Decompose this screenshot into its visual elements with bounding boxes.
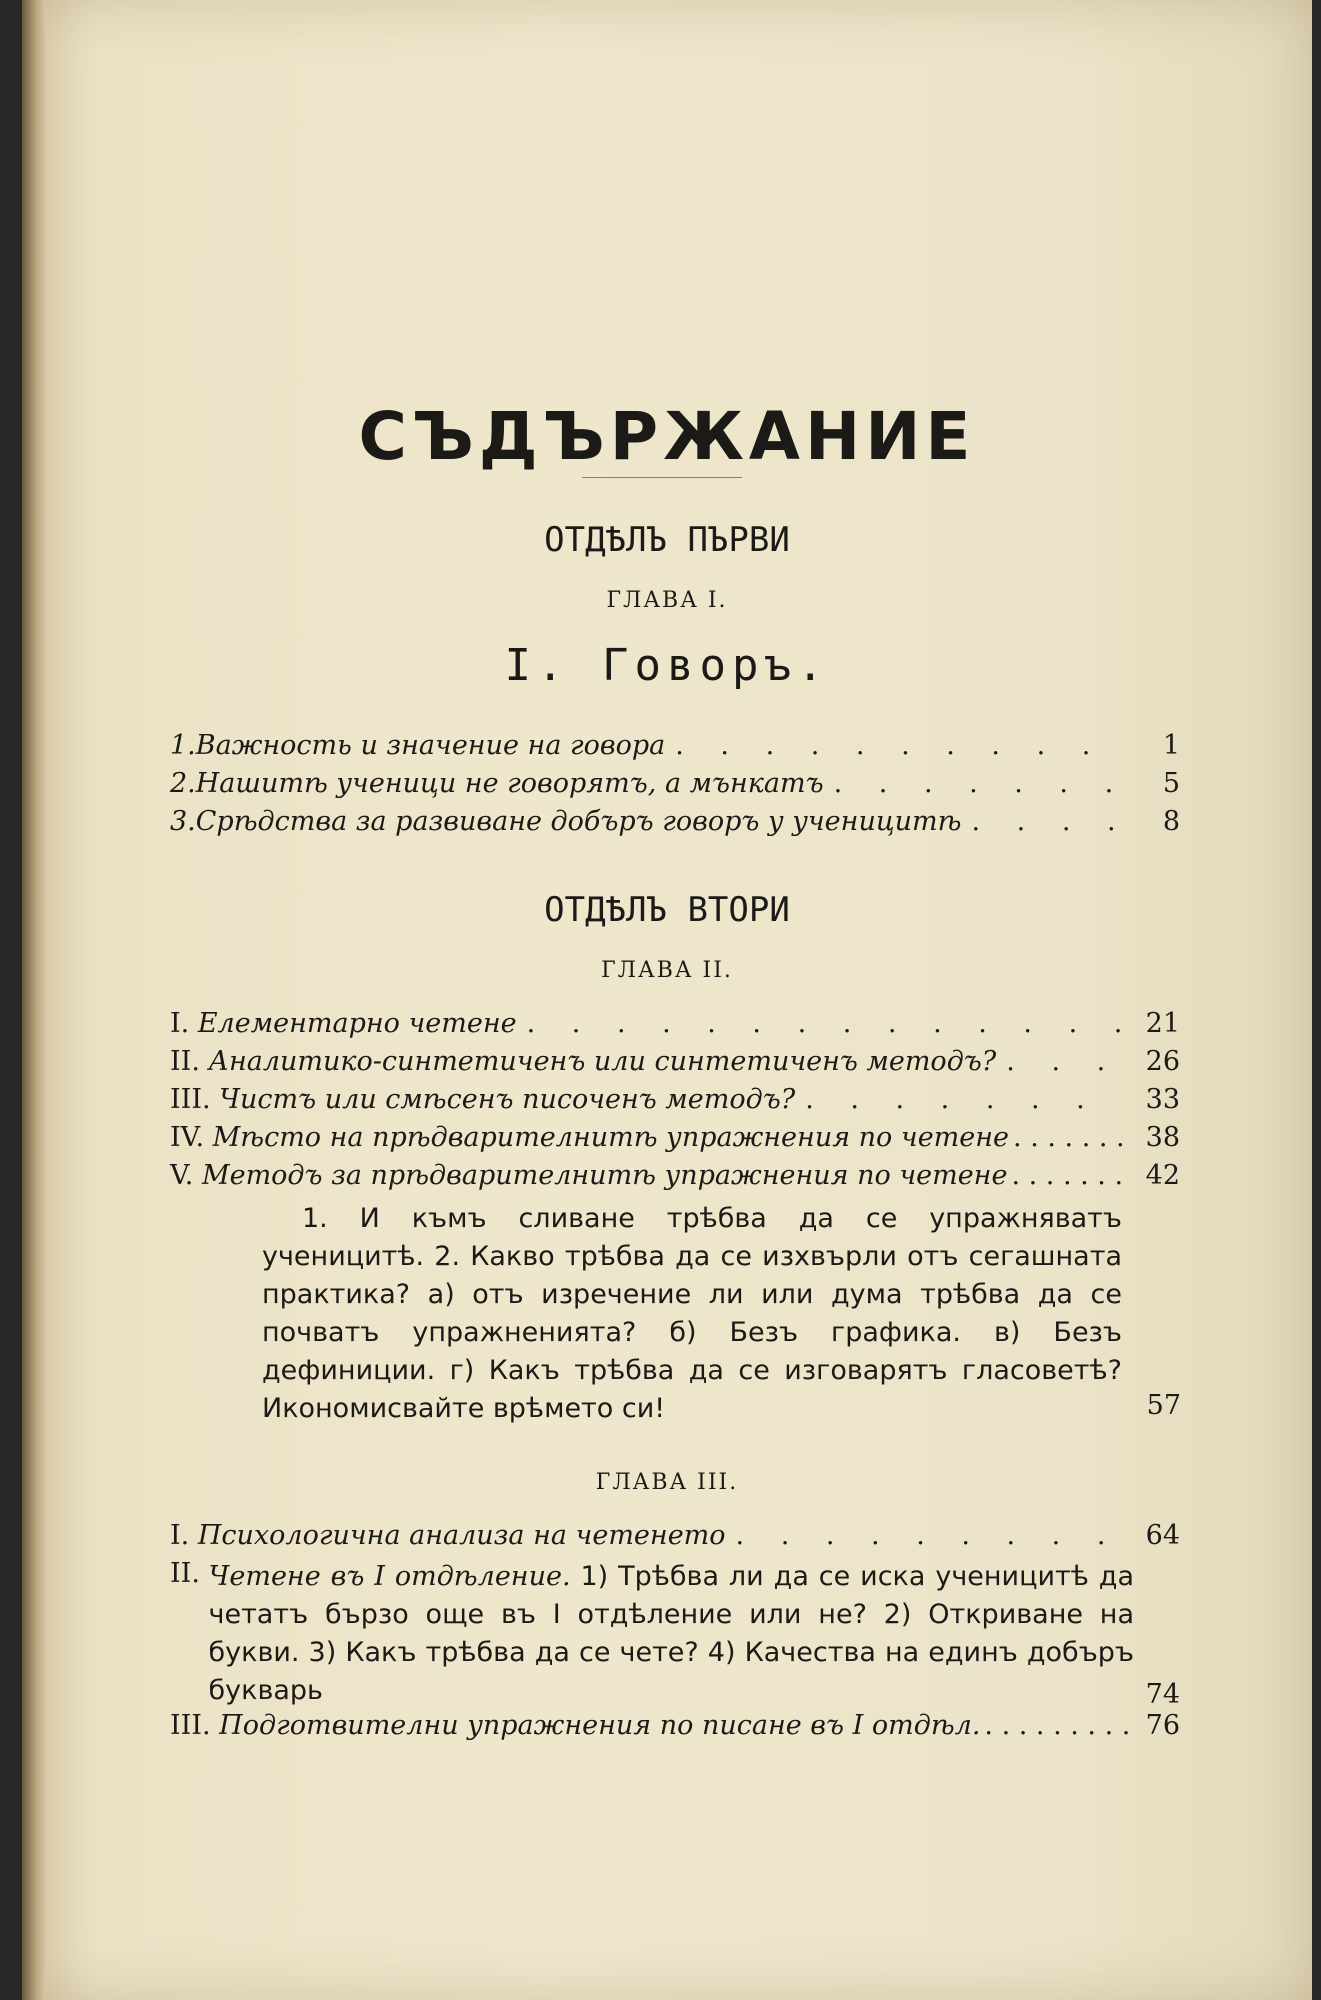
toc-page-number: 57 [1146,1390,1181,1421]
page-spine [22,0,46,2000]
toc-entry: 3. Срѣдства за развиване добъръ говоръ у ученицитѣ . . . 8 [170,806,1180,844]
toc-entry: II. Четене въ I отдѣление. 1) Трѣбва ли да се иска ученицитѣ да четатъ бързо още въ I отдѣление или не? 2) Откриване на букви. 3) Какъ трѣбва да се чете? 4) Качества на единъ добъръ букварь 74 [170,1558,1180,1710]
toc-entry: III. Подготвителни упражнения по писане въ I отдѣл. . . . 76 [170,1710,1180,1748]
toc-entry: 2. Нашитѣ ученици не говорятъ, а мънкатъ . . . 5 [170,768,1180,806]
toc-entry: 1. Важность и значение на говора . . . 1 [170,730,1180,768]
chapter-heading-1: ГЛАВА I. [606,588,728,613]
title-rule [582,477,742,478]
section-heading-2: ОТДѢЛЪ ВТОРИ [544,890,790,930]
book-page [22,0,1312,2000]
chapter-heading-2: ГЛАВА II. [601,958,733,983]
page-title: СЪДЪРЖАНИЕ [358,398,976,475]
chapter-heading-3: ГЛАВА III. [595,1470,739,1495]
toc-entry: I. Елементарно четене . . . 21 [170,1008,1180,1046]
toc-entry: IV. Мѣсто на прѣдварителнитѣ упражнения по четене . . . 38 [170,1122,1180,1160]
toc-entry: II. Аналитико-синтетиченъ или синтетиченъ методъ? . . . 26 [170,1046,1180,1084]
toc-entry: III. Чистъ или смѣсенъ писоченъ методъ? . . . 33 [170,1084,1180,1122]
toc-entry: V. Методъ за прѣдварителнитѣ упражнения по четене . . . 42 [170,1160,1180,1198]
toc-entry: I. Психологична анализа на четенето . . . 64 [170,1520,1180,1558]
toc-description: 1. И къмъ сливане трѣбва да се упражняватъ ученицитѣ. 2. Какво трѣбва да се изхвърли отъ сегашната практика? а) отъ изречение ли или дума трѣбва да се почватъ упражненията? б) Безъ графика. в) Безъ дефиниции. г) Какъ трѣбва да се изговарятъ гласоветѣ? Икономисвайте врѣмето си! [262,1203,1122,1424]
chapter-subject: I. Говоръ. [504,640,830,691]
section-heading-1: ОТДѢЛЪ ПЪРВИ [544,520,790,560]
